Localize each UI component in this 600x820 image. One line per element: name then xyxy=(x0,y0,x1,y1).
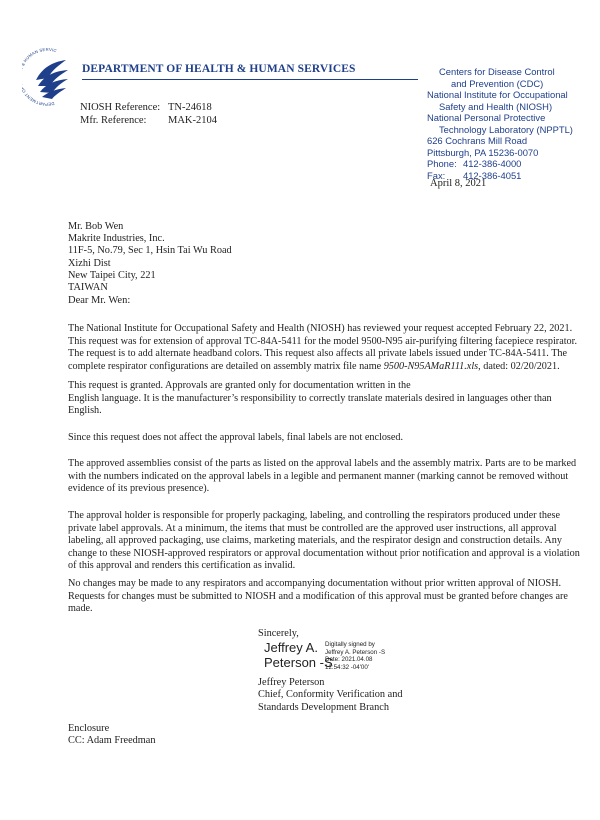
hhs-seal-logo xyxy=(22,40,78,110)
recipient-address xyxy=(68,221,232,294)
cc-line: CC: Adam Freedman xyxy=(68,735,156,747)
agency-line: and Prevention (CDC) xyxy=(451,77,544,89)
signature-line: Peterson -S xyxy=(264,654,333,670)
paragraph-text: , dated: 02/20/2021. xyxy=(478,360,560,372)
agency-line: Safety and Health (NIOSH) xyxy=(439,100,553,112)
reference-block xyxy=(80,101,217,127)
mfr-reference xyxy=(80,114,217,127)
recipient-company: Makrite Industries, Inc. xyxy=(68,233,165,245)
signer-block xyxy=(258,677,403,714)
digital-sign-line: Date: 2021.04.08 xyxy=(325,656,373,664)
digital-sign-line: Digitally signed by xyxy=(325,641,375,648)
phone-label: Phone: xyxy=(427,158,457,169)
salutation: Dear Mr. Wen: xyxy=(68,295,131,306)
signature-line: Jeffrey A. xyxy=(264,640,318,655)
agency-line: National Institute for Occupational xyxy=(427,89,568,100)
letter-date: April 8, 2021 xyxy=(430,178,487,189)
niosh-reference xyxy=(80,101,217,114)
body-paragraph-2 xyxy=(68,380,580,418)
footer-block xyxy=(68,723,156,748)
recipient-district: Xizhi Dist xyxy=(68,257,111,269)
header-rule xyxy=(82,79,418,80)
recipient-city: New Taipei City, 221 xyxy=(68,269,156,281)
department-title: DEPARTMENT OF HEALTH & HUMAN SERVICES xyxy=(82,63,356,75)
signer-title: Chief, Conformity Verification and xyxy=(258,689,403,701)
signer-title: Standards Development Branch xyxy=(258,701,389,713)
niosh-reference-label: NIOSH Reference: xyxy=(80,102,161,113)
digital-sign-line: 12:54:32 -04'00' xyxy=(325,663,369,671)
digital-signature-name xyxy=(264,641,333,670)
recipient-country: TAIWAN xyxy=(68,282,108,294)
phone-number: 412-386-4000 xyxy=(463,158,522,169)
enclosure-note: Enclosure xyxy=(68,723,110,734)
body-paragraph-5: The approval holder is responsible for properly packaging, labeling, and controlling the respirators produced under these private label approvals. At a minimum, the items that must be controlled are the approved user instructions, all approval labeling, all approved packaging, use claims, marketing materials, and the respirator design and construction details. Any change to these NIOSH-approved respirators or approval documentation without prior notification and approval is a violation of this approval and renders this certification as invalid. xyxy=(68,510,580,572)
recipient-name: Mr. Bob Wen xyxy=(68,221,124,232)
seal-ring-text: DEPARTMENT HUMAN SERVIC xyxy=(22,46,58,107)
agency-line: Pittsburgh, PA 15236-0070 xyxy=(427,146,539,158)
agency-line: Centers for Disease Control xyxy=(439,66,555,77)
recipient-street: 11F-5, No.79, Sec 1, Hsin Tai Wu Road xyxy=(68,245,232,257)
agency-address-block xyxy=(427,66,595,181)
agency-line: Technology Laboratory (NPPTL) xyxy=(439,123,573,135)
mfr-reference-label: Mfr. Reference: xyxy=(80,115,147,126)
agency-line: National Personal Protective xyxy=(427,112,546,123)
agency-line: 626 Cochrans Mill Road xyxy=(427,135,528,146)
fax-label: Fax: xyxy=(427,169,446,181)
paragraph-line: English language. It is the manufacturer’s responsibility to correctly translate materials desired in languages other than English. xyxy=(68,392,552,417)
body-paragraph-4: The approved assemblies consist of the parts as listed on the approval labels and the assembly matrix. Parts are to be marked with the numbers indicated on the approval labels in a legible and permanent manner (marking cannot be removed without evidence of its previous presence). xyxy=(68,458,577,495)
phone-row xyxy=(427,158,595,170)
closing: Sincerely, xyxy=(258,628,299,639)
paragraph-line: This request is granted. Approvals are granted only for documentation written in the xyxy=(68,380,411,391)
niosh-reference-value: TN-24618 xyxy=(168,102,212,113)
paragraph-text: The National Institute for Occupational Safety and Health (NIOSH) has reviewed your request accepted February 22, 2021. This request was for extension of approval TC-84A-5411 for the model 9500-N95 air-purifying filtering facepiece respirator. The request is to add alternate headband colors. This request also affects all private labels issued under TC-84A-5411. The complete respirator configurations are detailed on assembly matrix file name xyxy=(68,323,578,372)
digital-sign-line: Jeffrey A. Peterson -S xyxy=(325,648,386,656)
body-paragraph-1 xyxy=(68,323,580,373)
signer-name: Jeffrey Peterson xyxy=(258,677,325,688)
digital-signature-details xyxy=(325,641,385,671)
mfr-reference-value: MAK-2104 xyxy=(168,115,217,126)
body-paragraph-6: No changes may be made to any respirators and accompanying documentation without prior written approval of NIOSH. Requests for changes must be submitted to NIOSH and a modification of this approval must be granted before changes are made. xyxy=(68,578,568,615)
fax-number: 412-386-4051 xyxy=(463,169,522,181)
matrix-file-name: 9500-N95AMaR111.xls xyxy=(383,360,479,372)
body-paragraph-3: Since this request does not affect the approval labels, final labels are not enclosed. xyxy=(68,432,404,443)
